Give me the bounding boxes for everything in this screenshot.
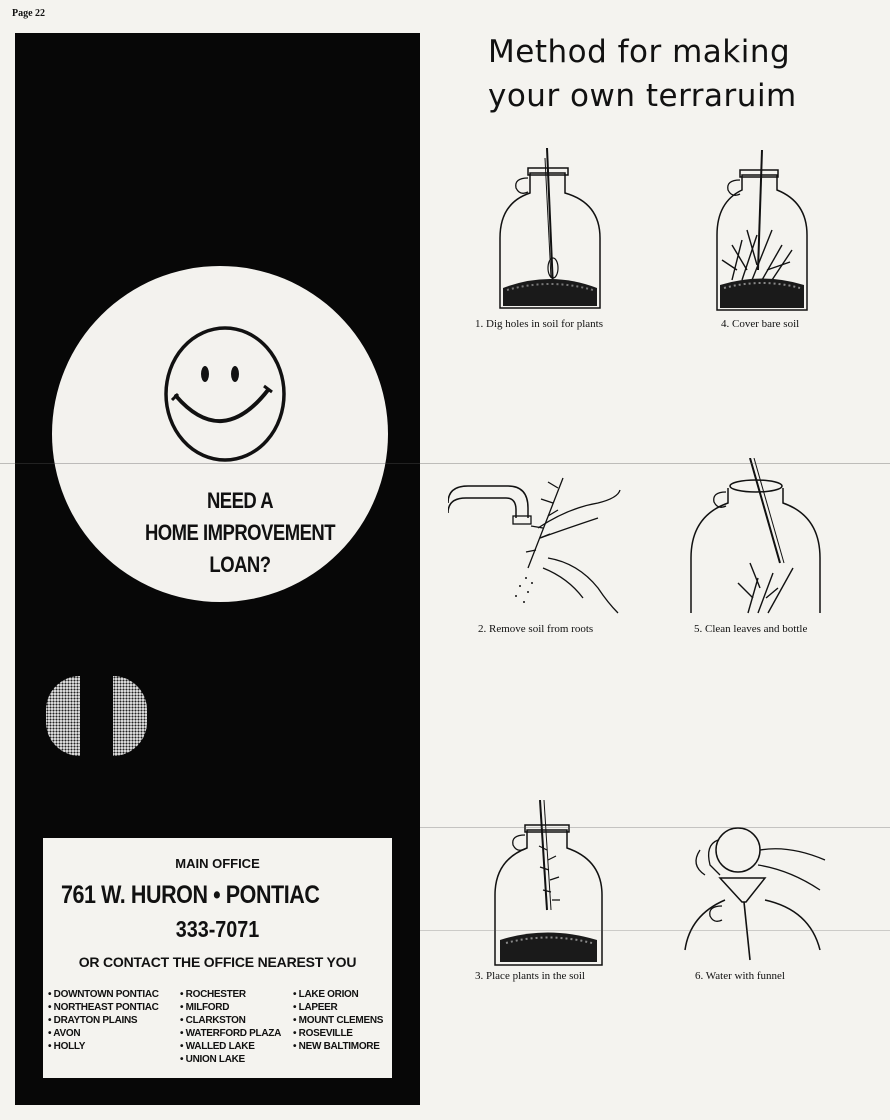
loan-headline-line-2: HOME IMPROVEMENT	[144, 520, 336, 545]
logo-right-half-icon	[113, 676, 147, 756]
branch-item: • ROSEVILLE	[293, 1028, 353, 1039]
step-4-caption: 4. Cover bare soil	[721, 318, 800, 330]
step-5-caption: 5. Clean leaves and bottle	[694, 623, 808, 635]
loan-advertisement	[15, 33, 420, 1105]
article-title-line-1: Method for making	[488, 34, 791, 70]
branch-item: • NEW BALTIMORE	[293, 1041, 380, 1052]
branch-list-col3	[293, 988, 383, 1053]
branch-item: • LAPEER	[293, 1002, 338, 1013]
branch-item: • MOUNT CLEMENS	[293, 1015, 384, 1026]
logo-left-half-icon	[46, 676, 80, 756]
branch-item: • HOLLY	[48, 1041, 86, 1052]
step-4-cover-soil-illustration	[712, 150, 812, 315]
branch-item: • CLARKSTON	[180, 1015, 246, 1026]
loan-headline-line-1: NEED A	[206, 488, 274, 513]
step-3-place-plants-illustration	[492, 800, 612, 970]
branch-item: • AVON	[48, 1028, 81, 1039]
branch-item: • DOWNTOWN PONTIAC	[48, 989, 159, 1000]
main-office-phone: 333-7071	[175, 916, 260, 942]
loan-headline-line-3: LOAN?	[209, 552, 271, 577]
main-office-address: 761 W. HURON • PONTIAC	[61, 881, 320, 909]
step-6-water-funnel-illustration	[680, 810, 830, 970]
branch-item: • LAKE ORION	[293, 989, 359, 1000]
step-6-caption: 6. Water with funnel	[695, 970, 785, 982]
main-office-label: MAIN OFFICE	[175, 856, 260, 871]
contact-label: OR CONTACT THE OFFICE NEAREST YOU	[78, 954, 357, 970]
branch-item: • WALLED LAKE	[180, 1041, 255, 1052]
step-2-caption: 2. Remove soil from roots	[478, 623, 594, 635]
branch-item: • WATERFORD PLAZA	[180, 1028, 281, 1039]
branch-list-col1	[48, 988, 159, 1053]
step-2-remove-soil-illustration	[448, 468, 623, 618]
branch-item: • NORTHEAST PONTIAC	[48, 1002, 159, 1013]
step-1-caption: 1. Dig holes in soil for plants	[475, 318, 604, 330]
branch-item: • UNION LAKE	[180, 1054, 245, 1065]
horizontal-rule	[420, 930, 890, 931]
branch-item: • DRAYTON PLAINS	[48, 1015, 138, 1026]
branch-item: • MILFORD	[180, 1002, 230, 1013]
step-1-dig-holes-illustration	[495, 148, 615, 313]
branch-list-col2	[180, 988, 281, 1066]
smiley-face-icon	[162, 324, 288, 464]
article-title	[488, 30, 797, 118]
horizontal-rule	[420, 827, 890, 828]
horizontal-rule	[0, 463, 890, 464]
office-info-box	[43, 838, 392, 1078]
loan-headline	[131, 485, 349, 581]
branch-item: • ROCHESTER	[180, 989, 246, 1000]
step-3-caption: 3. Place plants in the soil	[475, 970, 585, 982]
step-5-clean-leaves-illustration	[688, 458, 823, 618]
article-title-line-2: your own terraruim	[488, 78, 797, 114]
page-number: Page 22	[12, 8, 46, 19]
